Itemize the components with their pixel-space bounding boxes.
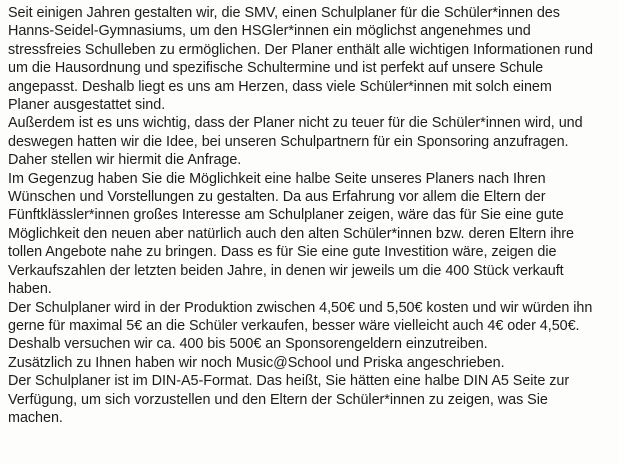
text-line: Wünschen und Vorstellungen zu gestalten. Da aus Erfahrung vor allem die Eltern der bbox=[8, 189, 546, 206]
text-line: angepasst. Deshalb liegt es uns am Herzen, dass viele Schüler*innen mit solch einem bbox=[8, 78, 552, 95]
text-line: deswegen hatten wir die Idee, bei unseren Schulpartnern für ein Sponsoring anzufragen. bbox=[8, 133, 569, 150]
text-line: Der Schulplaner wird in der Produktion zwischen 4,50€ und 5,50€ kosten und wir würden ihn bbox=[8, 299, 593, 316]
text-line: Hanns-Seidel-Gymnasiums, um den HSGler*innen ein möglichst angenehmes und bbox=[8, 23, 531, 40]
text-line: Möglichkeit den neuen aber natürlich auch den alten Schüler*innen bzw. deren Eltern ihre bbox=[8, 225, 574, 242]
text-line: stressfreies Schulleben zu ermöglichen. Der Planer enthält alle wichtigen Informationen rund bbox=[8, 41, 593, 58]
text-line: Deshalb versuchen wir ca. 400 bis 500€ an Sponsorengeldern einzutreiben. bbox=[8, 336, 488, 353]
text-line: Verkaufszahlen der letzten beiden Jahre, in denen wir jeweils um die 400 Stück verkauft bbox=[8, 262, 564, 279]
text-line: Fünftklässler*innen großes Interesse am Schulplaner zeigen, wäre das für Sie eine gute bbox=[8, 207, 564, 224]
text-line: tollen Angebote nahe zu bringen. Dass es für Sie eine gute Investition wäre, zeigen die bbox=[8, 244, 557, 261]
text-line: Planer ausgestattet sind. bbox=[8, 97, 166, 114]
paragraph-request bbox=[8, 114, 616, 169]
text-line: Der Schulplaner ist im DIN-A5-Format. Das heißt, Sie hätten eine halbe DIN A5 Seite zur bbox=[8, 373, 570, 390]
paragraph-costs bbox=[8, 299, 616, 354]
text-line: haben. bbox=[8, 281, 52, 298]
paragraph-offer bbox=[8, 170, 616, 299]
text-line: Im Gegenzug haben Sie die Möglichkeit eine halbe Seite unseres Planers nach Ihren bbox=[8, 170, 546, 187]
text-line: gerne für maximal 5€ an die Schüler verkaufen, besser wäre vielleicht auch 4€ oder 4,50€. bbox=[8, 317, 580, 334]
text-line: Daher stellen wir hiermit die Anfrage. bbox=[8, 152, 242, 169]
text-line: Zusätzlich zu Ihnen haben wir noch Music@School und Priska angeschrieben. bbox=[8, 354, 505, 371]
paragraph-other-sponsors bbox=[8, 354, 616, 372]
text-line: Außerdem ist es uns wichtig, dass der Planer nicht zu teuer für die Schüler*innen wird, und bbox=[8, 115, 583, 132]
text-line: machen. bbox=[8, 409, 63, 426]
paragraph-format bbox=[8, 372, 616, 427]
text-line: Verfügung, um sich vorzustellen und den Eltern der Schüler*innen zu zeigen, was Sie bbox=[8, 391, 548, 408]
paragraph-intro bbox=[8, 4, 616, 114]
text-line: um die Hausordnung und spezifische Schultermine und ist perfekt auf unsere Schule bbox=[8, 60, 544, 77]
letter-body bbox=[8, 4, 616, 427]
text-line: Seit einigen Jahren gestalten wir, die SMV, einen Schulplaner für die Schüler*innen des bbox=[8, 5, 560, 21]
